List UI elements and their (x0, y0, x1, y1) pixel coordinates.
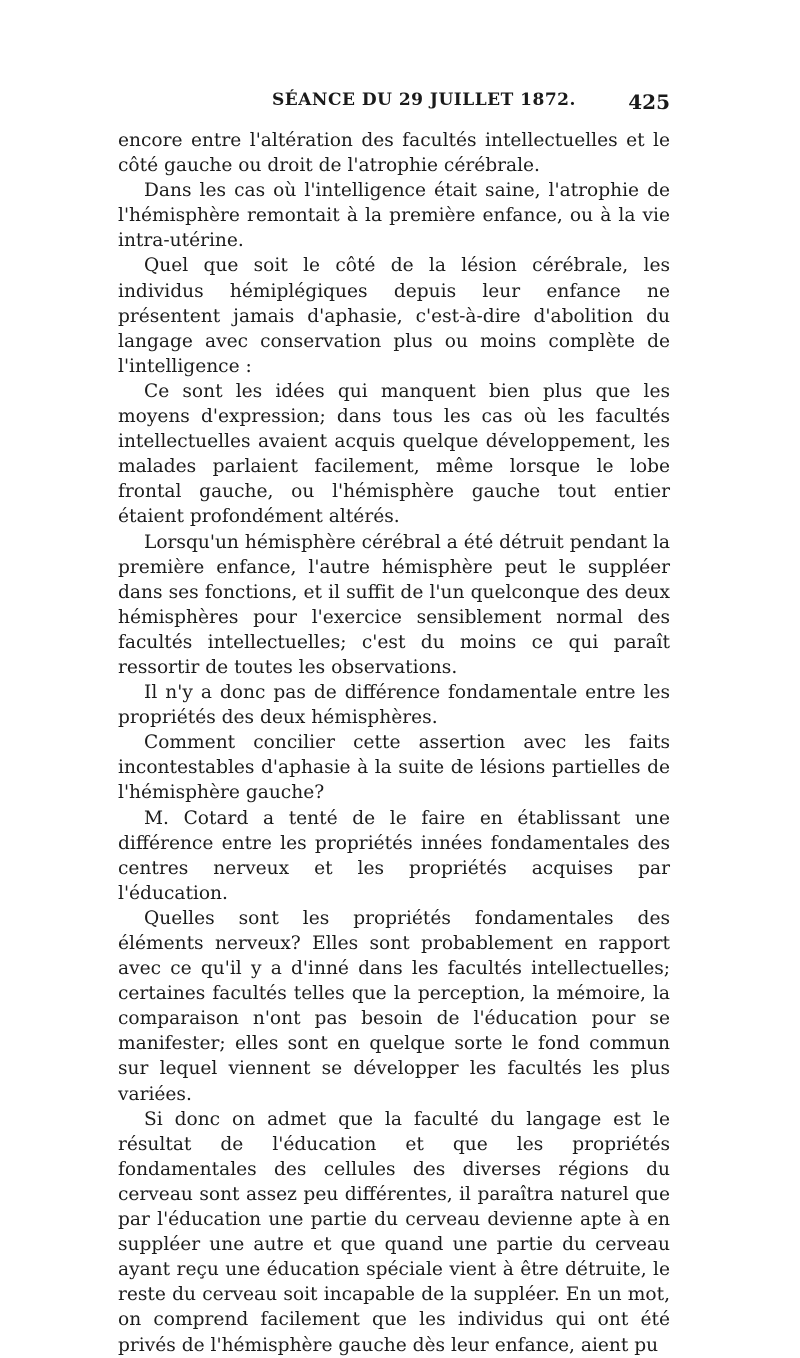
paragraph: Si donc on admet que la faculté du langage est le résultat de l'éducation et que les propriétés fondamentales des cellules des diverses régions du cerveau sont assez peu différentes, il paraîtra naturel que par l'éducation une partie du cerveau devienne apte à en suppléer une autre et que quand une partie du cerveau ayant reçu une éducation spéciale vient à être détruite, le reste du cerveau soit incapable de la suppléer. En un mot, on comprend facilement que les individus qui ont été privés de l'hémisphère gauche dès leur enfance, aient pu (118, 1108, 670, 1356)
body-text (118, 128, 670, 1358)
paragraph: Il n'y a donc pas de différence fondamentale entre les propriétés des deux hémisphères. (118, 682, 670, 729)
running-title: SÉANCE DU 29 JUILLET 1872. (272, 90, 576, 110)
paragraph: Comment concilier cette assertion avec les faits incontestables d'aphasie à la suite de lésions partielles de l'hémisphère gauche? (118, 732, 670, 804)
paragraph: Quelles sont les propriétés fondamentales des éléments nerveux? Elles sont probablement en rapport avec ce qu'il y a d'inné dans les facultés intellectuelles; certaines facultés telles que la perception, la mémoire, la comparaison n'ont pas besoin de l'éducation pour se manifester; elles sont en quelque sorte le fond commun sur lequel viennent se développer les facultés les plus variées. (118, 907, 670, 1105)
page-header (118, 90, 670, 116)
page-number: 425 (628, 90, 670, 114)
paragraph: Ce sont les idées qui manquent bien plus que les moyens d'expression; dans tous les cas où les facultés intellectuelles avaient acquis quelque développement, les malades parlaient facilement, même lorsque le lobe frontal gauche, ou l'hémisphère gauche tout entier étaient profondément altérés. (118, 380, 670, 528)
paragraph: Quel que soit le côté de la lésion cérébrale, les individus hémiplégiques depuis leur enfance ne présentent jamais d'aphasie, c'est-à-dire d'abolition du langage avec conservation plus ou moins complète de l'intelligence : (118, 255, 670, 377)
paragraph: Lorsqu'un hémisphère cérébral a été détruit pendant la première enfance, l'autre hémisphère peut le suppléer dans ses fonctions, et il suffit de l'un quelconque des deux hémisphères pour l'exercice sensiblement normal des facultés intellectuelles; c'est du moins ce qui paraît ressortir de toutes les observations. (118, 531, 670, 678)
paragraph: M. Cotard a tenté de le faire en établissant une différence entre les propriétés innées fondamentales des centres nerveux et les propriétés acquises par l'éducation. (118, 807, 670, 904)
paragraph: Dans les cas où l'intelligence était saine, l'atrophie de l'hémisphère remontait à la première enfance, ou à la vie intra-utérine. (118, 180, 670, 252)
paragraph-continued: encore entre l'altération des facultés intellectuelles et le côté gauche ou droit de l'atrophie cérébrale. (118, 130, 670, 177)
